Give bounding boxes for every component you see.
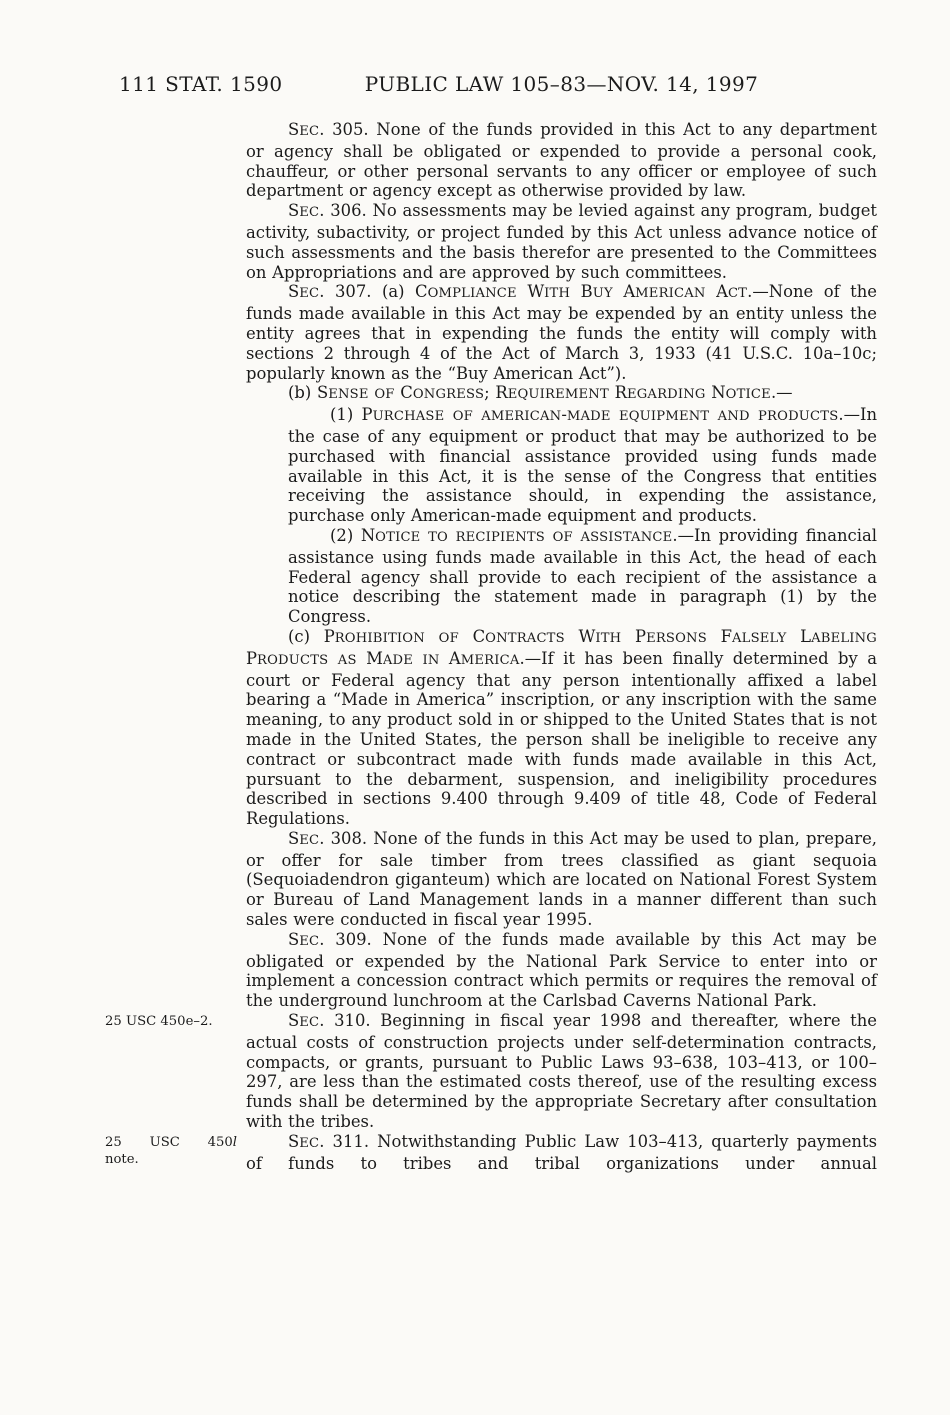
paragraph-sec-311: 25 USC 450l note. SEC. 311. Notwithstanding Public Law 103–413, quarterly payments of funds to tribes and tribal organizations under annual [105,1131,877,1173]
paragraph-sec-306: SEC. 306. No assessments may be levied against any program, budget activity, subactivity, or project funded by this Act unless advance notice of such assessments and the basis therefor are presented to the Committees on Appropriations and are approved by such committees. [246,201,877,282]
margin-note-line: note. [105,1151,139,1167]
body-text [105,120,878,1173]
law-citation: PUBLIC LAW 105–83—NOV. 14, 1997 [364,72,759,96]
paragraph-sec-307-b: (b) SENSE OF CONGRESS; REQUIREMENT REGARDING NOTICE.— [288,383,793,403]
paragraph-sec-307-b-2: (2) NOTICE TO RECIPIENTS OF ASSISTANCE.—In providing financial assistance using funds made available in this Act, the head of each Federal agency shall provide to each recipient of the assistance a notice describing the statement made in paragraph (1) by the Congress. [288,525,877,627]
paragraph-sec-307-a: SEC. 307. (a) COMPLIANCE WITH BUY AMERICAN ACT.—None of the funds made available in this Act may be expended by an entity unless the entity agrees that in expending the funds the entity will comply with sections 2 through 4 of the Act of March 3, 1933 (41 U.S.C. 10a–10c; popularly known as the “Buy American Act”). [246,282,877,383]
paragraph-sec-308: SEC. 308. None of the funds in this Act may be used to plan, prepare, or offer for sale timber from trees classified as giant sequoia (Sequoiadendron giganteum) which are located on National Forest System or Bureau of Land Management lands in a manner different than such sales were conducted in fiscal year 1995. [246,828,877,930]
margin-note-line: 25 USC 450e–2. [105,1014,213,1030]
paragraph-sec-305: SEC. 305. None of the funds provided in this Act to any department or agency shall be obligated or expended to provide a personal cook, chauffeur, or other personal servants to any officer or employee of such department or agency except as otherwise provided by law. [246,120,877,201]
margin-note [105,1134,237,1168]
paragraph-sec-310: 25 USC 450e–2. SEC. 310. Beginning in fiscal year 1998 and thereafter, where the actual costs of construction projects under self-determination contracts, compacts, or grants, pursuant to Public Laws 93–638, 103–413, or 100–297, are less than the estimated costs thereof, use of the resulting excess funds shall be determined by the appropriate Secretary after consultation with the tribes. [105,1011,877,1132]
margin-note [105,1013,237,1030]
paragraph-sec-307-c: (c) PROHIBITION OF CONTRACTS WITH PERSONS FALSELY LABELING PRODUCTS AS MADE IN AMERICA.—If it has been finally determined by a court or Federal agency that any person intentionally affixed a label bearing a “Made in America” inscription, or any inscription with the same meaning, to any product sold in or shipped to the United States that is not made in the United States, the person shall be ineligible to receive any contract or subcontract made with funds made available in this Act, pursuant to the debarment, suspension, and ineligibility procedures described in sections 9.400 through 9.409 of title 48, Code of Federal Regulations. [246,626,877,829]
paragraph-sec-309: SEC. 309. None of the funds made available by this Act may be obligated or expended by the National Park Service to enter into or implement a concession contract which permits or requires the removal of the underground lunchroom at the Carlsbad Caverns National Park. [246,929,877,1011]
paragraph-sec-307-b-1: (1) PURCHASE OF AMERICAN-MADE EQUIPMENT AND PRODUCTS.—In the case of any equipment or product that may be authorized to be purchased with financial assistance provided using funds made available in this Act, it is the sense of the Congress that entities receiving the assistance should, in expending the assistance, purchase only American-made equipment and products. [288,405,878,526]
stat-citation: 111 STAT. 1590 [119,72,283,96]
margin-note-line: 25 USC 450l [105,1134,237,1150]
